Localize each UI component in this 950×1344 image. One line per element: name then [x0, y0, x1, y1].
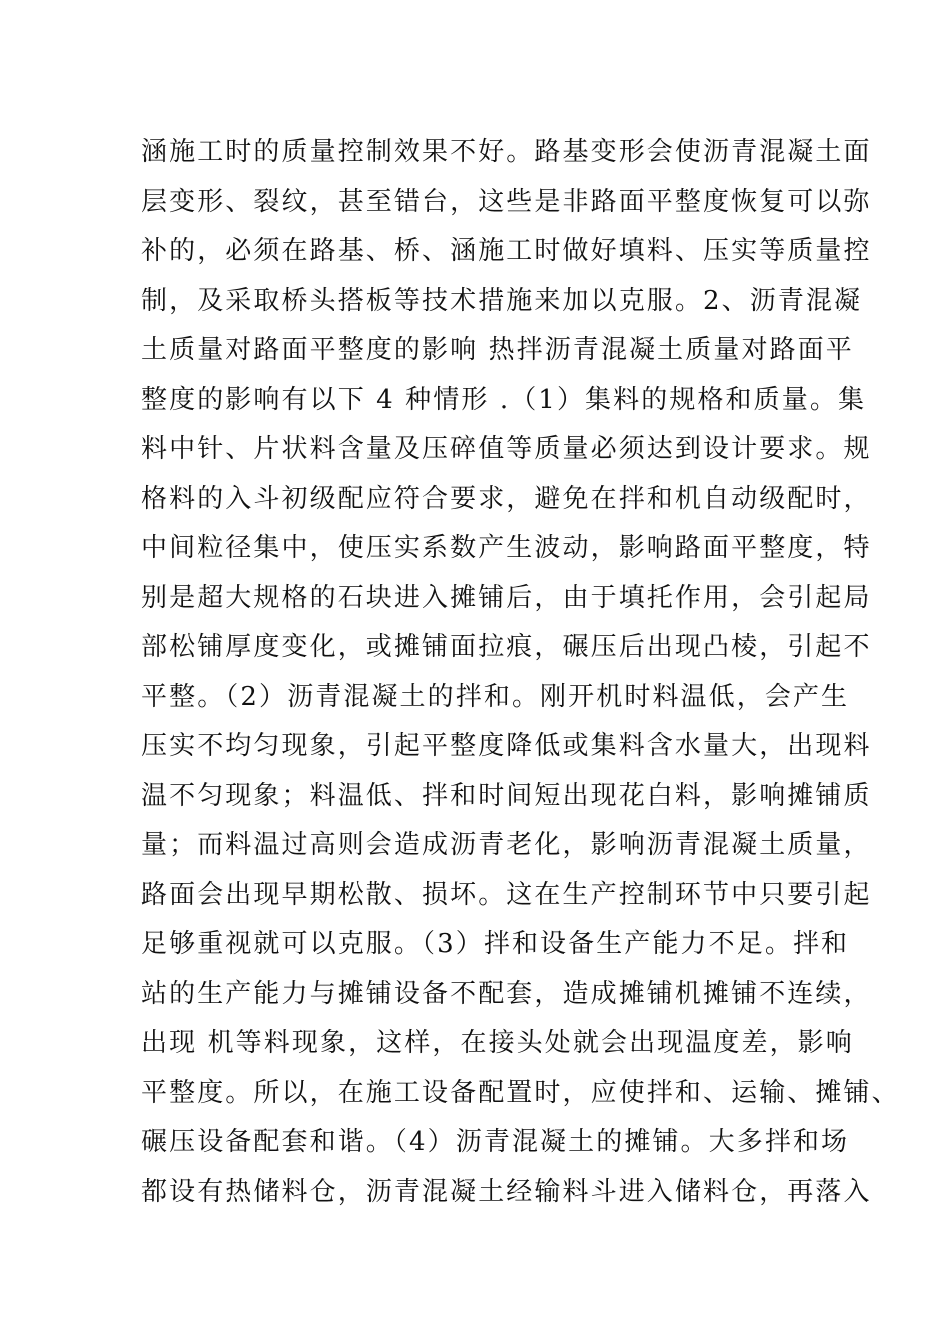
text-line: 制，及采取桥头搭板等技术措施来加以克服。2、沥青混凝: [141, 285, 863, 316]
text-line: 土质量对路面平整度的影响 热拌沥青混凝土质量对路面平: [141, 335, 854, 365]
text-line: 整度的影响有以下 4 种情形 .（1）集料的规格和质量。集: [141, 384, 867, 415]
text-line: 平整度。所以，在施工设备配置时，应使拌和、运输、摊铺、: [141, 1077, 900, 1108]
text-line: 平整。（2）沥青混凝土的拌和。刚开机时料温低，会产生: [141, 681, 850, 712]
text-line: 补的，必须在路基、桥、涵施工时做好填料、压实等质量控: [141, 236, 872, 266]
text-line: 路面会出现早期松散、损坏。这在生产控制环节中只要引起: [141, 879, 872, 910]
text-line: 部松铺厚度变化，或摊铺面拉痕，碾压后出现凸棱，引起不: [141, 632, 872, 662]
text-line: 碾压设备配套和谐。（4）沥青混凝土的摊铺。大多拌和场: [141, 1127, 850, 1157]
text-line: 出现 机等料现象，这样，在接头处就会出现温度差，影响: [141, 1028, 854, 1058]
text-line: 都设有热储料仓，沥青混凝土经输料斗进入储料仓，再落入: [141, 1176, 872, 1207]
text-line: 足够重视就可以克服。（3）拌和设备生产能力不足。拌和: [141, 929, 850, 959]
text-line: 别是超大规格的石块进入摊铺后，由于填托作用，会引起局: [141, 582, 872, 613]
text-line: 涵施工时的质量控制效果不好。路基变形会使沥青混凝土面: [141, 137, 872, 167]
text-line: 压实不均匀现象，引起平整度降低或集料含水量大，出现料: [141, 731, 872, 761]
text-line: 温不匀现象；料温低、拌和时间短出现花白料，影响摊铺质: [141, 780, 872, 811]
text-line: 中间粒径集中，使压实系数产生波动，影响路面平整度，特: [141, 533, 872, 563]
text-line: 站的生产能力与摊铺设备不配套，造成摊铺机摊铺不连续，: [141, 978, 872, 1009]
text-line: 层变形、裂纹，甚至错台，这些是非路面平整度恢复可以弥: [141, 186, 872, 217]
text-line: 量；而料温过高则会造成沥青老化，影响沥青混凝土质量，: [141, 830, 872, 860]
text-line: 格料的入斗初级配应符合要求，避免在拌和机自动级配时，: [141, 483, 872, 514]
body-text: [141, 128, 900, 1217]
text-line: 料中针、片状料含量及压碎值等质量必须达到设计要求。规: [141, 434, 872, 464]
